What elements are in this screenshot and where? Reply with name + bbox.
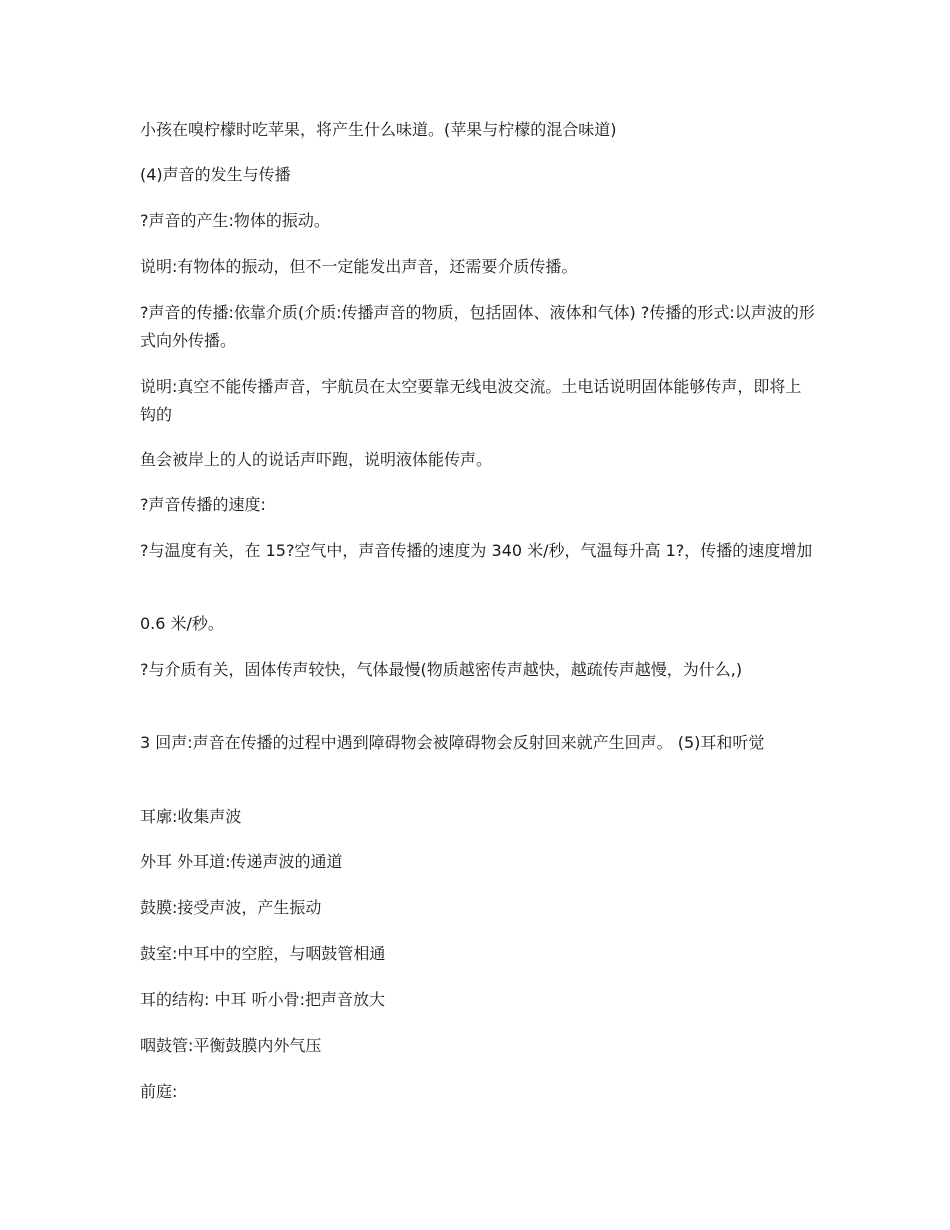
paragraph-note-liquid: 鱼会被岸上的人的说话声吓跑，说明液体能传声。: [140, 450, 493, 469]
paragraph-note-vacuum: 说明:真空不能传播声音，宇航员在太空要靠无线电波交流。土电话说明固体能够传声，即将上钩的: [140, 377, 802, 424]
paragraph-auricle: 耳廓:收集声波: [140, 807, 242, 826]
paragraph-speed-temperature: ?与温度有关，在 15?空气中，声音传播的速度为 340 米/秒，气温每升高 1?，传播的速度增加: [140, 541, 813, 560]
paragraph-echo: 3 回声:声音在传播的过程中遇到障碍物会被障碍物会反射回来就产生回声。 (5)耳和听觉: [140, 733, 765, 752]
paragraph-speed-heading: ?声音传播的速度:: [140, 495, 266, 514]
paragraph-sound-propagation: ?声音的传播:依靠介质(介质:传播声音的物质，包括固体、液体和气体) ?传播的形式:以声波的形式向外传播。: [140, 303, 815, 350]
paragraph-note-vibration: 说明:有物体的振动，但不一定能发出声音，还需要介质传播。: [140, 257, 578, 276]
paragraph-outer-ear: 外耳 外耳道:传递声波的通道: [140, 852, 343, 871]
paragraph-speed-medium: ?与介质有关，固体传声较快，气体最慢(物质越密传声越快，越疏传声越慢，为什么,): [140, 660, 743, 679]
paragraph-sound-origin: ?声音的产生:物体的振动。: [140, 211, 330, 230]
paragraph-vestibule: 前庭:: [140, 1082, 178, 1101]
paragraph-eustachian-tube: 咽鼓管:平衡鼓膜内外气压: [140, 1036, 322, 1055]
paragraph-tympanic-cavity: 鼓室:中耳中的空腔，与咽鼓管相通: [140, 944, 386, 963]
paragraph-speed-increase: 0.6 米/秒。: [140, 614, 224, 633]
paragraph-eardrum: 鼓膜:接受声波，产生振动: [140, 898, 322, 917]
section-heading-sound: (4)声音的发生与传播: [140, 165, 291, 184]
paragraph-ear-structure: 耳的结构: 中耳 听小骨:把声音放大: [140, 990, 385, 1009]
paragraph-smell-taste: 小孩在嗅柠檬时吃苹果，将产生什么味道。(苹果与柠檬的混合味道): [140, 120, 617, 139]
